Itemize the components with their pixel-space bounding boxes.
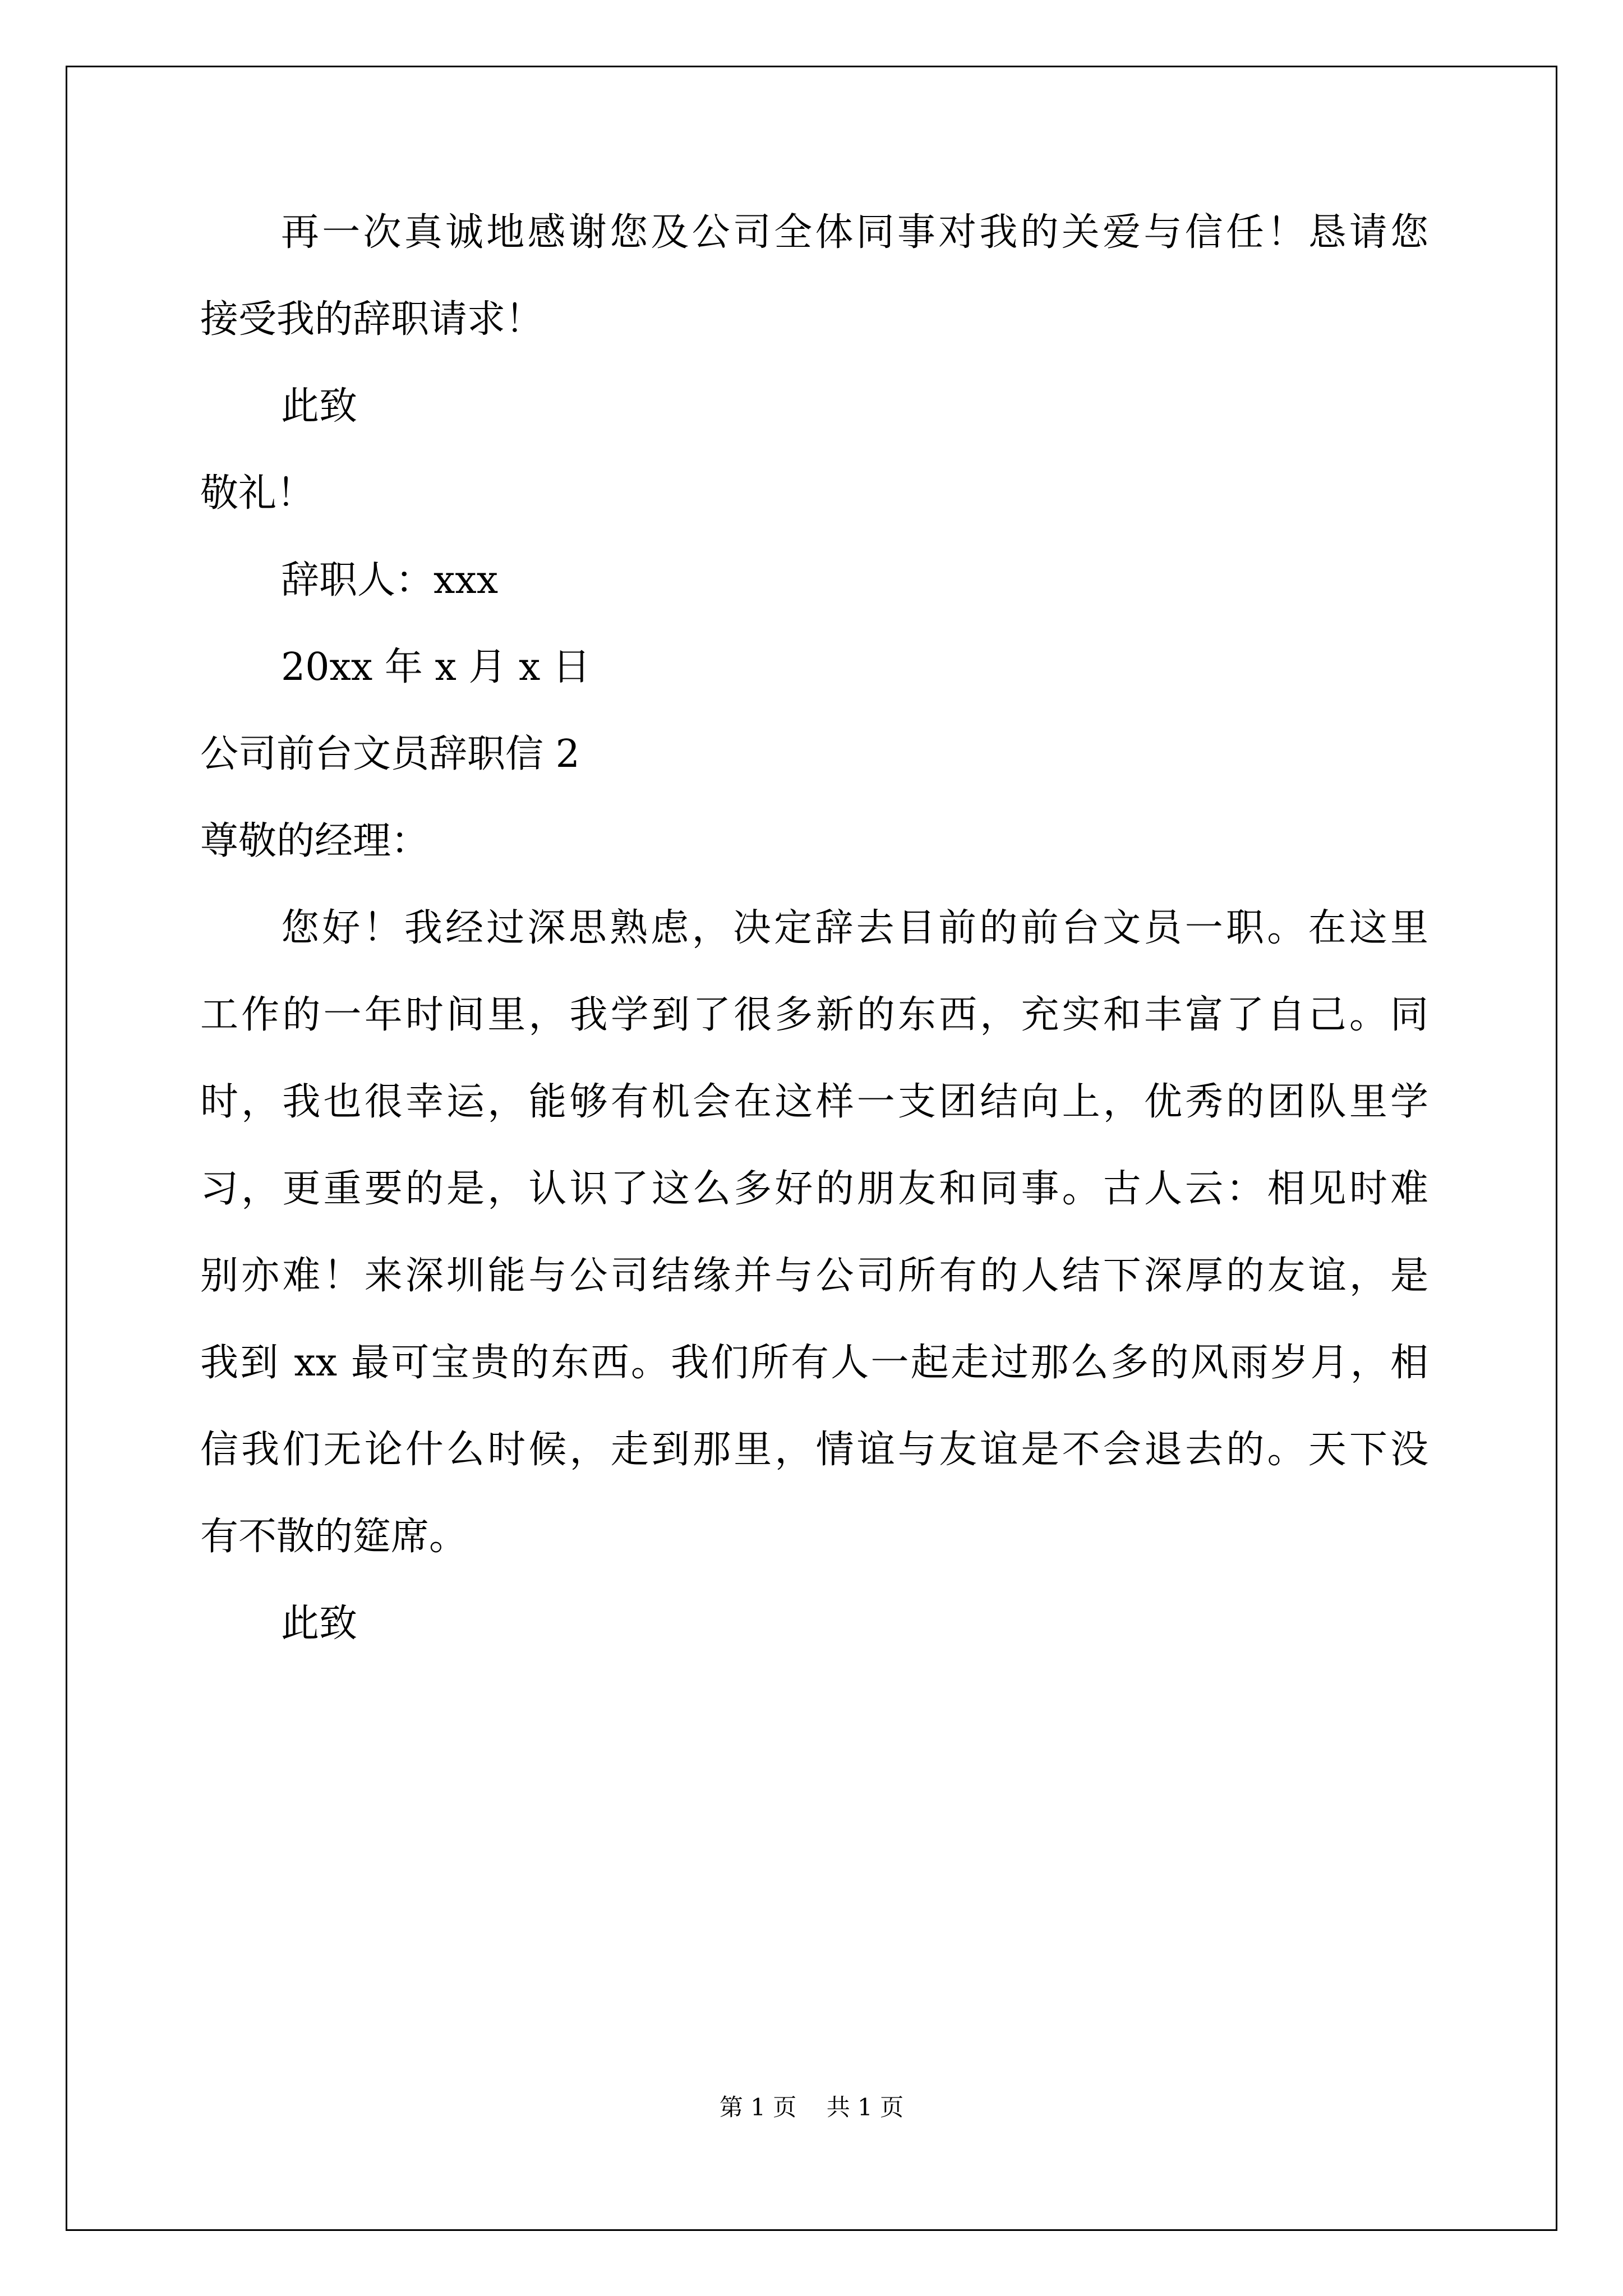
signature-resigner: 辞职人：xxx [281,558,499,602]
letter-2-closing-cizhi: 此致 [281,1602,358,1646]
letter-2-paragraph-line-8: 有不散的筵席。 [200,1515,468,1559]
closing-cizhi: 此致 [281,384,358,429]
letter-2-title: 公司前台文员辞职信 2 [200,732,580,776]
page-number-footer: 第 1 页 共 1 页 [719,2093,904,2121]
signature-date: 20xx 年 x 月 x 日 [281,645,591,689]
letter-2-paragraph-line-5: 别亦难！来深圳能与公司结缘并与公司所有的人结下深厚的友谊，是 [200,1254,1428,1298]
letter-2-salutation: 尊敬的经理： [200,819,430,863]
closing-jingli: 敬礼！ [200,471,315,516]
letter-2-paragraph-line-6: 我到 xx 最可宝贵的东西。我们所有人一起走过那么多的风雨岁月，相 [200,1341,1428,1385]
paragraph-thanks-line-1: 再一次真诚地感谢您及公司全体同事对我的关爱与信任！恳请您 [281,210,1428,255]
letter-2-paragraph-line-7: 信我们无论什么时候，走到那里，情谊与友谊是不会退去的。天下没 [200,1428,1428,1472]
letter-2-paragraph-line-3: 时，我也很幸运，能够有机会在这样一支团结向上，优秀的团队里学 [200,1080,1428,1124]
letter-2-paragraph-line-4: 习，更重要的是，认识了这么多好的朋友和同事。古人云：相见时难 [200,1167,1428,1211]
paragraph-thanks-line-2: 接受我的辞职请求！ [200,297,544,342]
letter-2-paragraph-line-1: 您好！我经过深思熟虑，决定辞去目前的前台文员一职。在这里 [281,906,1428,950]
letter-2-paragraph-line-2: 工作的一年时间里，我学到了很多新的东西，充实和丰富了自己。同 [200,993,1428,1037]
